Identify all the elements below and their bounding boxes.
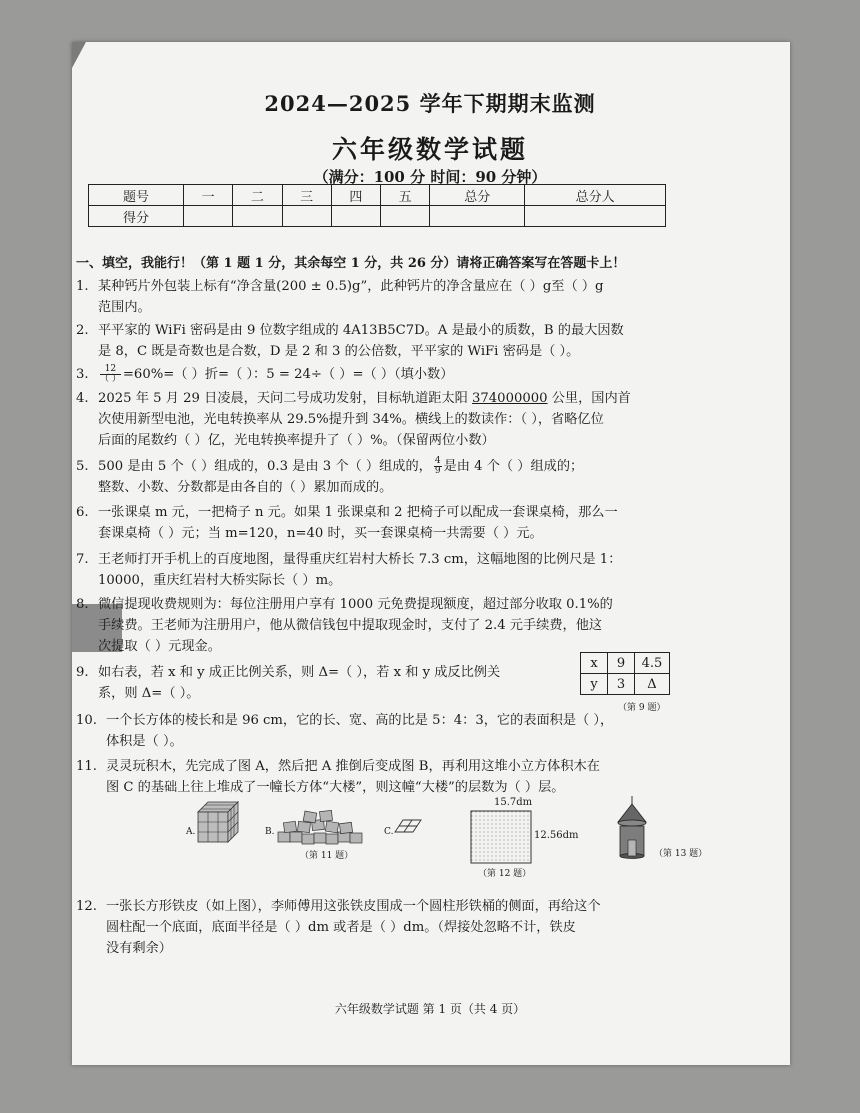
score-header-cell: 三 (282, 185, 331, 206)
score-header-cell: 五 (381, 185, 430, 206)
score-row-label: 得分 (89, 206, 184, 227)
caption-q12: （第 12 题） (478, 869, 532, 879)
question-3: 3. $\frac{12}{( )}$ =60%=（ ）折=（ ）：5 = 24÷（ ）=（ ）（填小数） (76, 364, 454, 384)
figure-b-label: B. (265, 827, 275, 837)
question-10: 10. 一个长方体的棱长和是 96 cm，它的长、宽、高的比是 5：4：3，它的表面积是（ ）， 体积是（ ）。 (76, 713, 614, 749)
page-footer: 六年级数学试题 第 1 页（共 4 页） (334, 1002, 526, 1016)
figure-a-label: A. (186, 827, 196, 837)
question-7: 7. 王老师打开手机上的百度地图，量得重庆红岩村大桥长 7.3 cm，这幅地图的比例尺是 1： 10000，重庆红岩村大桥实际长（ ）m。 (76, 552, 622, 588)
rect-height-label: 12.56dm (534, 830, 579, 841)
score-cell[interactable] (233, 206, 282, 227)
xy-table: x 9 4.5 y 3 Δ (580, 652, 670, 695)
score-header-cell: 二 (233, 185, 282, 206)
score-cell[interactable] (525, 206, 666, 227)
question-2: 2. 平平家的 WiFi 密码是由 9 位数字组成的 4A13B5C7D。A 是最小的质数，B 的最大因数 是 8，C 既是奇数也是合数，D 是 2 和 3 的公倍数，平平家的 WiFi 密码是（ ）。 (76, 323, 624, 359)
score-cell[interactable] (282, 206, 331, 227)
parallelogram-grid-figure-c (393, 818, 423, 834)
underlined-number: 374000000 (472, 391, 548, 406)
section-heading: 一、填空，我能行！（第 1 题 1 分，其余每空 1 分，共 26 分）请将正确答案写在答题卡上！ (76, 256, 626, 271)
figure-c-label: C. (384, 827, 394, 837)
score-cell[interactable] (381, 206, 430, 227)
cube-pile-figure-b (274, 808, 370, 848)
score-cell[interactable] (331, 206, 380, 227)
score-cell[interactable] (183, 206, 232, 227)
exam-subtitle: 六年级数学试题 (331, 135, 528, 164)
cube-stack-figure-a (196, 800, 242, 846)
question-8: 8. 微信提现收费规则为：每位注册用户享有 1000 元免费提现额度，超过部分收取 0.1%的 手续费。王老师为注册用户，他从微信钱包中提取现金时，支付了 2.4 元手续费，他这 次提取（ ）元现金。 (76, 597, 613, 654)
score-header-cell: 四 (331, 185, 380, 206)
fraction: $\frac{12}{( )}$ (100, 364, 121, 384)
score-header-cell: 总分人 (525, 185, 666, 206)
fraction: $\frac{4}{9}$ (434, 456, 441, 476)
exam-info: （满分：100 分 时间：90 分钟） (313, 168, 547, 186)
cylinder-bucket-figure (612, 796, 652, 860)
score-table (88, 184, 666, 227)
question-4: 4. 2025 年 5 月 29 日凌晨，天问二号成功发射，目标轨道距太阳 374000000 公里，国内首 次使用新型电池，光电转换率从 29.5%提升到 34%。横线上的数读作：（ ），省略亿位 后面的尾数约（ ）亿，光电转换率提升了（ ）%。（保留两位小数） (76, 391, 631, 448)
score-header-cell: 一 (183, 185, 232, 206)
question-1: 1. 某种钙片外包装上标有“净含量(200 ± 0.5)g”，此种钙片的净含量应在（ ）g至（ ）g 范围内。 (76, 279, 604, 315)
question-12: 12. 一张长方形铁皮（如上图），李师傅用这张铁皮围成一个圆柱形铁桶的侧面，再给这个 圆柱配一个底面，底面半径是（ ）dm 或者是（ ）dm。（焊接处忽略不计，铁皮 没有剩余） (76, 899, 601, 956)
caption-q9: （第 9 题） (618, 703, 666, 713)
exam-title: 2024—2025 学年下期期末监测 (264, 91, 596, 116)
caption-q11: （第 11 题） (300, 851, 354, 861)
question-9: 9. 如右表，若 x 和 y 成正比例关系，则 Δ=（ ），若 x 和 y 成反比例关 系，则 Δ=（ ）。 (76, 665, 501, 701)
question-11: 11. 灵灵玩积木，先完成了图 A，然后把 A 推倒后变成图 B，再利用这堆小立方体积木在 图 C 的基础上往上堆成了一幢长方体“大楼”，则这幢“大楼”的层数为（ ）层。 (76, 759, 600, 795)
score-header-cell: 题号 (89, 185, 184, 206)
score-cell[interactable] (430, 206, 525, 227)
caption-q13: （第 13 题） (654, 849, 708, 859)
question-6: 6. 一张课桌 m 元，一把椅子 n 元。如果 1 张课桌和 2 把椅子可以配成一套课桌椅，那么一 套课桌椅（ ）元；当 m=120，n=40 时，买一套课桌椅一共需要（ ）元。 (76, 505, 618, 541)
score-header-cell: 总分 (430, 185, 525, 206)
folded-corner (72, 42, 86, 68)
question-5: 5. 500 是由 5 个（ ）组成的，0.3 是由 3 个（ ）组成的， $\frac{4}{9}$ 是由 4 个（ ）组成的； 整数、小数、分数都是由各自的（ ）累加而成的。 (76, 456, 584, 495)
rect-width-label: 15.7dm (494, 797, 533, 808)
iron-sheet-rectangle (470, 810, 532, 864)
